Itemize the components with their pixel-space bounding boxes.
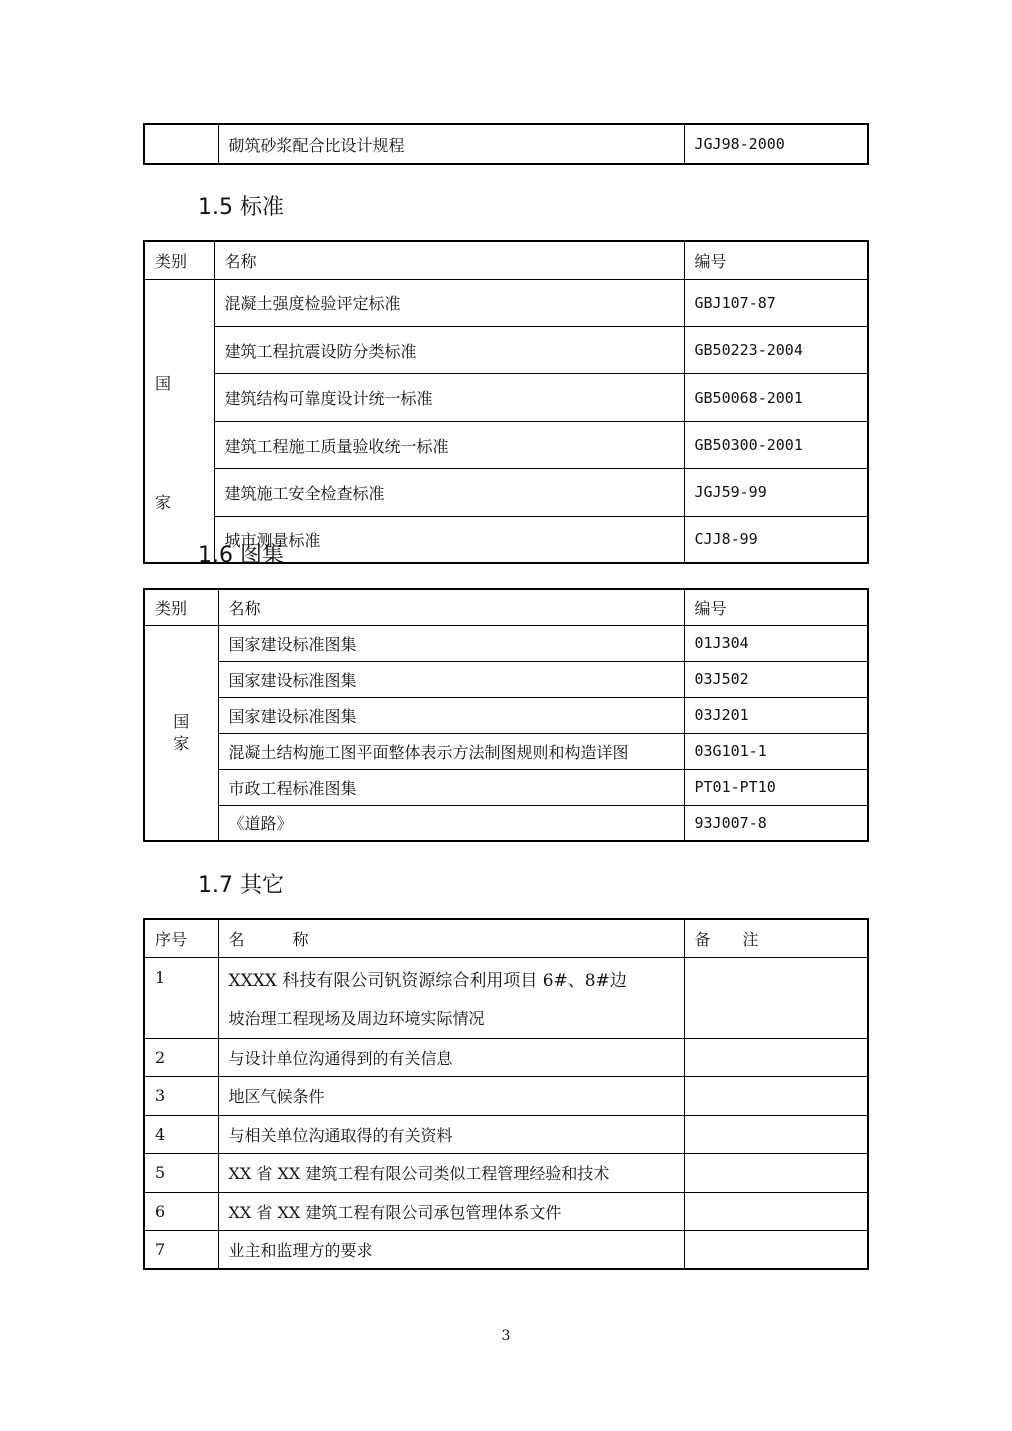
section-heading-1-5: 1.5 标准 xyxy=(198,195,284,220)
atlas-name: 国家建设标准图集 xyxy=(218,625,684,661)
reference-name-line: XXXX 科技有限公司钒资源综合利用项目 6#、8#边 xyxy=(228,970,627,991)
atlas-code: PT01-PT10 xyxy=(684,769,868,805)
reference-name: 地区气候条件 xyxy=(218,1076,684,1115)
table-row xyxy=(144,1192,868,1230)
atlas-name: 国家建设标准图集 xyxy=(218,661,684,697)
table-header-row xyxy=(144,589,868,625)
reference-name: 与设计单位沟通得到的有关信息 xyxy=(218,1038,684,1076)
header-category: 类别 xyxy=(144,241,214,279)
standard-code: GB50300-2001 xyxy=(684,421,868,468)
row-index: 7 xyxy=(144,1230,218,1269)
empty-cell xyxy=(144,124,218,164)
header-category: 类别 xyxy=(144,589,218,625)
atlas-name: 国家建设标准图集 xyxy=(218,697,684,733)
reference-note xyxy=(684,1115,868,1153)
reference-name: XX 省 XX 建筑工程有限公司类似工程管理经验和技术 xyxy=(218,1153,684,1192)
header-code: 编号 xyxy=(684,241,868,279)
category-char: 家 xyxy=(173,733,190,753)
row-index: 3 xyxy=(144,1076,218,1115)
category-char: 国 xyxy=(155,373,172,393)
row-index: 5 xyxy=(144,1153,218,1192)
row-index: 4 xyxy=(144,1115,218,1153)
table-row xyxy=(144,957,868,1038)
table-row xyxy=(144,769,868,805)
atlas-code: 03J201 xyxy=(684,697,868,733)
table-row xyxy=(144,421,868,468)
table-row xyxy=(144,1115,868,1153)
atlas-name: 《道路》 xyxy=(218,805,684,841)
table-row xyxy=(144,661,868,697)
atlas-name: 市政工程标准图集 xyxy=(218,769,684,805)
reference-name xyxy=(218,957,684,1038)
table-row xyxy=(144,1038,868,1076)
standard-name: 建筑工程施工质量验收统一标准 xyxy=(214,421,684,468)
row-index: 1 xyxy=(144,957,218,1038)
reference-note xyxy=(684,1192,868,1230)
atlas-code: 03G101-1 xyxy=(684,733,868,769)
atlas-table xyxy=(143,588,869,842)
reference-note xyxy=(684,1076,868,1115)
reference-note xyxy=(684,957,868,1038)
reference-note xyxy=(684,1230,868,1269)
reference-name: 业主和监理方的要求 xyxy=(218,1230,684,1269)
table-row xyxy=(144,1153,868,1192)
atlas-code: 93J007-8 xyxy=(684,805,868,841)
reference-note xyxy=(684,1038,868,1076)
standard-name: 建筑结构可靠度设计统一标准 xyxy=(214,374,684,421)
header-name: 名称 xyxy=(218,589,684,625)
table-row xyxy=(144,124,868,164)
other-references-table xyxy=(143,918,869,1270)
reference-note xyxy=(684,1153,868,1192)
standard-code: JGJ59-99 xyxy=(684,469,868,516)
header-note: 备 注 xyxy=(684,919,868,957)
row-index: 6 xyxy=(144,1192,218,1230)
header-index: 序号 xyxy=(144,919,218,957)
reference-name-line: 坡治理工程现场及周边环境实际情况 xyxy=(228,1008,485,1028)
page-number: 3 xyxy=(501,1328,511,1344)
standard-name: 城市测量标准 xyxy=(214,516,684,562)
table-row xyxy=(144,1230,868,1269)
category-char: 家 xyxy=(155,492,172,512)
standards-table xyxy=(143,240,869,564)
reference-name: 与相关单位沟通取得的有关资料 xyxy=(218,1115,684,1153)
table-row xyxy=(144,326,868,373)
table-row xyxy=(144,697,868,733)
standard-name: 建筑工程抗震设防分类标准 xyxy=(214,326,684,373)
atlas-code: 01J304 xyxy=(684,625,868,661)
row-index: 2 xyxy=(144,1038,218,1076)
standard-code: GB50068-2001 xyxy=(684,374,868,421)
standard-code: JGJ98-2000 xyxy=(684,124,868,164)
table-row xyxy=(144,625,868,661)
standard-code: CJJ8-99 xyxy=(684,516,868,562)
reference-name: XX 省 XX 建筑工程有限公司承包管理体系文件 xyxy=(218,1192,684,1230)
section-heading-1-7: 1.7 其它 xyxy=(198,873,284,898)
standard-name: 砌筑砂浆配合比设计规程 xyxy=(218,124,684,164)
top-table xyxy=(143,123,869,165)
table-row xyxy=(144,1076,868,1115)
atlas-name: 混凝土结构施工图平面整体表示方法制图规则和构造详图 xyxy=(218,733,684,769)
category-cell xyxy=(144,279,214,563)
standard-name: 建筑施工安全检查标准 xyxy=(214,469,684,516)
category-char: 国 xyxy=(173,711,190,731)
category-cell xyxy=(144,625,218,841)
standard-code: GB50223-2004 xyxy=(684,326,868,373)
table-header-row xyxy=(144,919,868,957)
header-name: 名称 xyxy=(214,241,684,279)
atlas-code: 03J502 xyxy=(684,661,868,697)
table-row xyxy=(144,279,868,326)
header-code: 编号 xyxy=(684,589,868,625)
standard-code: GBJ107-87 xyxy=(684,279,868,326)
table-row xyxy=(144,733,868,769)
section-heading-1-6: 1.6 图集 xyxy=(198,543,284,568)
table-row xyxy=(144,805,868,841)
header-name: 名 称 xyxy=(218,919,684,957)
table-row xyxy=(144,374,868,421)
table-row xyxy=(144,469,868,516)
standard-name: 混凝土强度检验评定标准 xyxy=(214,279,684,326)
table-header-row xyxy=(144,241,868,279)
